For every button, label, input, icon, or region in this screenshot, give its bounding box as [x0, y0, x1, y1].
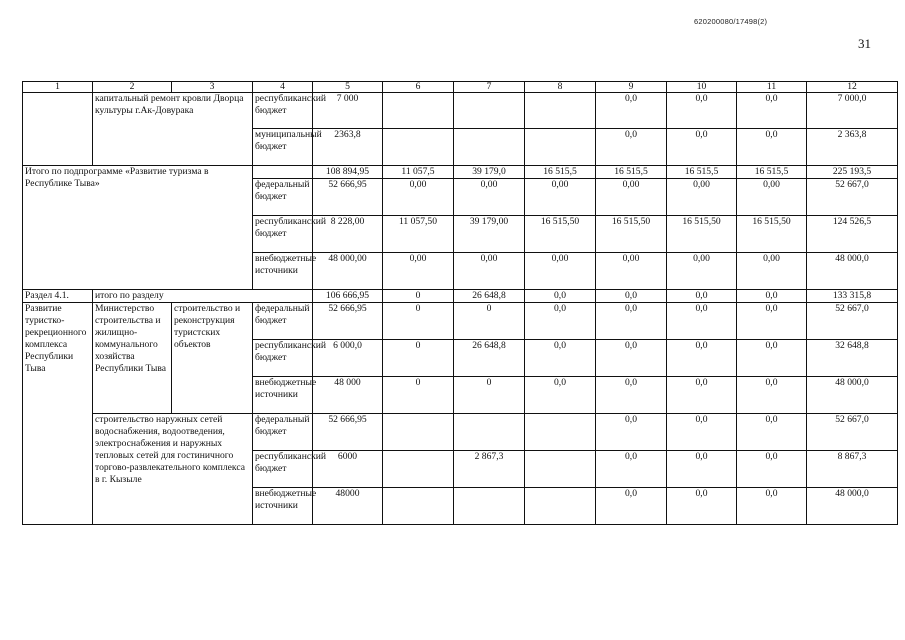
value-cell	[454, 414, 525, 451]
col-header: 7	[454, 82, 525, 93]
value-cell: 124 526,5	[807, 216, 898, 253]
value-cell: 11 057,5	[383, 166, 454, 179]
value-cell: 0	[383, 290, 454, 303]
value-cell: 2363,8	[313, 129, 383, 166]
value-cell: 0,0	[525, 377, 596, 414]
empty-cell	[525, 93, 596, 129]
section-total-row	[23, 290, 898, 303]
value-cell: 0,0	[525, 303, 596, 340]
col-header: 4	[253, 82, 313, 93]
value-cell: 0,00	[737, 179, 807, 216]
value-cell: 48 000,00	[313, 253, 383, 290]
value-cell: 0,0	[667, 414, 737, 451]
value-cell: 2 867,3	[454, 451, 525, 488]
value-cell: 0	[383, 340, 454, 377]
value-cell: 0,00	[454, 179, 525, 216]
value-cell: 0,0	[525, 340, 596, 377]
value-cell: 0,00	[383, 179, 454, 216]
budget-table	[22, 81, 898, 525]
funding-source: республиканский бюджет	[253, 216, 313, 253]
section-total-label: итого по разделу	[93, 290, 313, 303]
table-row	[23, 303, 898, 340]
value-cell: 26 648,8	[454, 290, 525, 303]
empty-cell	[23, 93, 93, 166]
value-cell: 133 315,8	[807, 290, 898, 303]
value-cell: 0,00	[667, 253, 737, 290]
col-header: 12	[807, 82, 898, 93]
value-cell: 106 666,95	[313, 290, 383, 303]
value-cell: 11 057,50	[383, 216, 454, 253]
value-cell: 0,00	[525, 179, 596, 216]
activity-construction: строительство и реконструкция туристских объектов	[172, 303, 253, 414]
value-cell: 0,0	[737, 414, 807, 451]
value-cell: 0,0	[667, 129, 737, 166]
funding-source: республиканский бюджет	[253, 451, 313, 488]
activity-roof-repair: капитальный ремонт кровли Дворца культуры г.Ак-Довурака	[93, 93, 253, 166]
value-cell: 0,0	[737, 93, 807, 129]
value-cell: 52 666,95	[313, 303, 383, 340]
value-cell: 0,00	[737, 253, 807, 290]
value-cell: 0,00	[667, 179, 737, 216]
value-cell: 48 000	[313, 377, 383, 414]
value-cell: 0,00	[383, 253, 454, 290]
col-header: 10	[667, 82, 737, 93]
value-cell: 0,0	[596, 129, 667, 166]
funding-source: внебюджетные источники	[253, 377, 313, 414]
funding-source: федеральный бюджет	[253, 179, 313, 216]
value-cell: 52 667,0	[807, 414, 898, 451]
value-cell: 0,0	[525, 290, 596, 303]
document-code: 620200080/17498(2)	[694, 17, 768, 26]
value-cell: 2 363,8	[807, 129, 898, 166]
table-row	[23, 93, 898, 129]
value-cell: 0	[454, 303, 525, 340]
column-header-row	[23, 82, 898, 93]
value-cell: 32 648,8	[807, 340, 898, 377]
empty-cell	[525, 414, 596, 451]
value-cell: 52 667,0	[807, 303, 898, 340]
value-cell: 0,0	[667, 451, 737, 488]
value-cell: 0,0	[596, 414, 667, 451]
col-header: 1	[23, 82, 93, 93]
value-cell: 108 894,95	[313, 166, 383, 179]
value-cell: 8 867,3	[807, 451, 898, 488]
col-header: 11	[737, 82, 807, 93]
value-cell: 0	[383, 377, 454, 414]
funding-source: республиканский бюджет	[253, 93, 313, 129]
value-cell: 16 515,5	[737, 166, 807, 179]
col-header: 9	[596, 82, 667, 93]
subprogram-total-row	[23, 166, 898, 179]
value-cell: 0,0	[737, 451, 807, 488]
value-cell: 26 648,8	[454, 340, 525, 377]
funding-source: внебюджетные источники	[253, 488, 313, 525]
value-cell: 7 000	[313, 93, 383, 129]
empty-cell	[525, 451, 596, 488]
subprogram-title: Итого по подпрограмме «Развитие туризма в Республике Тыва»	[23, 166, 253, 290]
col-header: 6	[383, 82, 454, 93]
value-cell: 16 515,50	[525, 216, 596, 253]
value-cell: 0,0	[667, 303, 737, 340]
section-label: Раздел 4.1.	[23, 290, 93, 303]
empty-cell	[383, 414, 454, 451]
value-cell: 0,0	[667, 377, 737, 414]
value-cell: 225 193,5	[807, 166, 898, 179]
empty-cell	[525, 129, 596, 166]
value-cell: 0,0	[596, 377, 667, 414]
value-cell: 0,0	[737, 377, 807, 414]
empty-cell	[525, 488, 596, 525]
col-header: 8	[525, 82, 596, 93]
funding-source: внебюджетные источники	[253, 253, 313, 290]
value-cell: 0,0	[667, 93, 737, 129]
value-cell: 16 515,50	[667, 216, 737, 253]
funding-source: федеральный бюджет	[253, 414, 313, 451]
value-cell: 0	[383, 303, 454, 340]
value-cell: 16 515,50	[737, 216, 807, 253]
empty-cell	[383, 129, 454, 166]
value-cell: 52 666,95	[313, 414, 383, 451]
value-cell: 0,0	[737, 129, 807, 166]
value-cell: 0,00	[596, 179, 667, 216]
executor: Министерство строительства и жилищно-коммунального хозяйства Республики Тыва	[93, 303, 172, 414]
value-cell: 0,0	[737, 290, 807, 303]
section-name: Развитие туристко-рекреционного комплекса Республики Тыва	[23, 303, 93, 525]
empty-cell	[383, 93, 454, 129]
value-cell: 6000	[313, 451, 383, 488]
funding-source: муниципальный бюджет	[253, 129, 313, 166]
value-cell: 0	[454, 377, 525, 414]
value-cell: 16 515,5	[596, 166, 667, 179]
col-header: 2	[93, 82, 172, 93]
value-cell: 39 179,00	[454, 216, 525, 253]
value-cell: 16 515,5	[525, 166, 596, 179]
value-cell: 8 228,00	[313, 216, 383, 253]
value-cell: 0,0	[737, 303, 807, 340]
page-number: 31	[858, 36, 871, 51]
value-cell: 0,0	[737, 488, 807, 525]
empty-cell	[383, 451, 454, 488]
empty-cell	[383, 488, 454, 525]
value-cell: 0,0	[596, 303, 667, 340]
value-cell: 0,0	[596, 340, 667, 377]
value-cell: 0,00	[454, 253, 525, 290]
value-cell: 0,00	[525, 253, 596, 290]
value-cell	[454, 488, 525, 525]
value-cell: 52 667,0	[807, 179, 898, 216]
value-cell: 0,0	[667, 340, 737, 377]
value-cell: 0,0	[596, 488, 667, 525]
funding-source: республиканский бюджет	[253, 340, 313, 377]
value-cell: 7 000,0	[807, 93, 898, 129]
empty-cell	[253, 166, 313, 179]
value-cell: 0,0	[737, 340, 807, 377]
value-cell: 48000	[313, 488, 383, 525]
empty-cell	[454, 93, 525, 129]
col-header: 5	[313, 82, 383, 93]
value-cell: 52 666,95	[313, 179, 383, 216]
value-cell: 0,00	[596, 253, 667, 290]
value-cell: 39 179,0	[454, 166, 525, 179]
value-cell: 0,0	[596, 290, 667, 303]
value-cell: 16 515,50	[596, 216, 667, 253]
value-cell: 48 000,0	[807, 377, 898, 414]
value-cell: 0,0	[667, 290, 737, 303]
value-cell: 0,0	[596, 451, 667, 488]
value-cell: 16 515,5	[667, 166, 737, 179]
activity-networks: строительство наружных сетей водоснабжения, водоотведения, электроснабжения и наружных тепловых сетей для гостиничного торгово-развлекательного комплекса в г. Кызыле	[93, 414, 253, 525]
value-cell: 6 000,0	[313, 340, 383, 377]
funding-source: федеральный бюджет	[253, 303, 313, 340]
value-cell: 0,0	[596, 93, 667, 129]
value-cell: 48 000,0	[807, 488, 898, 525]
empty-cell	[454, 129, 525, 166]
value-cell: 48 000,0	[807, 253, 898, 290]
col-header: 3	[172, 82, 253, 93]
value-cell: 0,0	[667, 488, 737, 525]
table-row	[23, 414, 898, 451]
